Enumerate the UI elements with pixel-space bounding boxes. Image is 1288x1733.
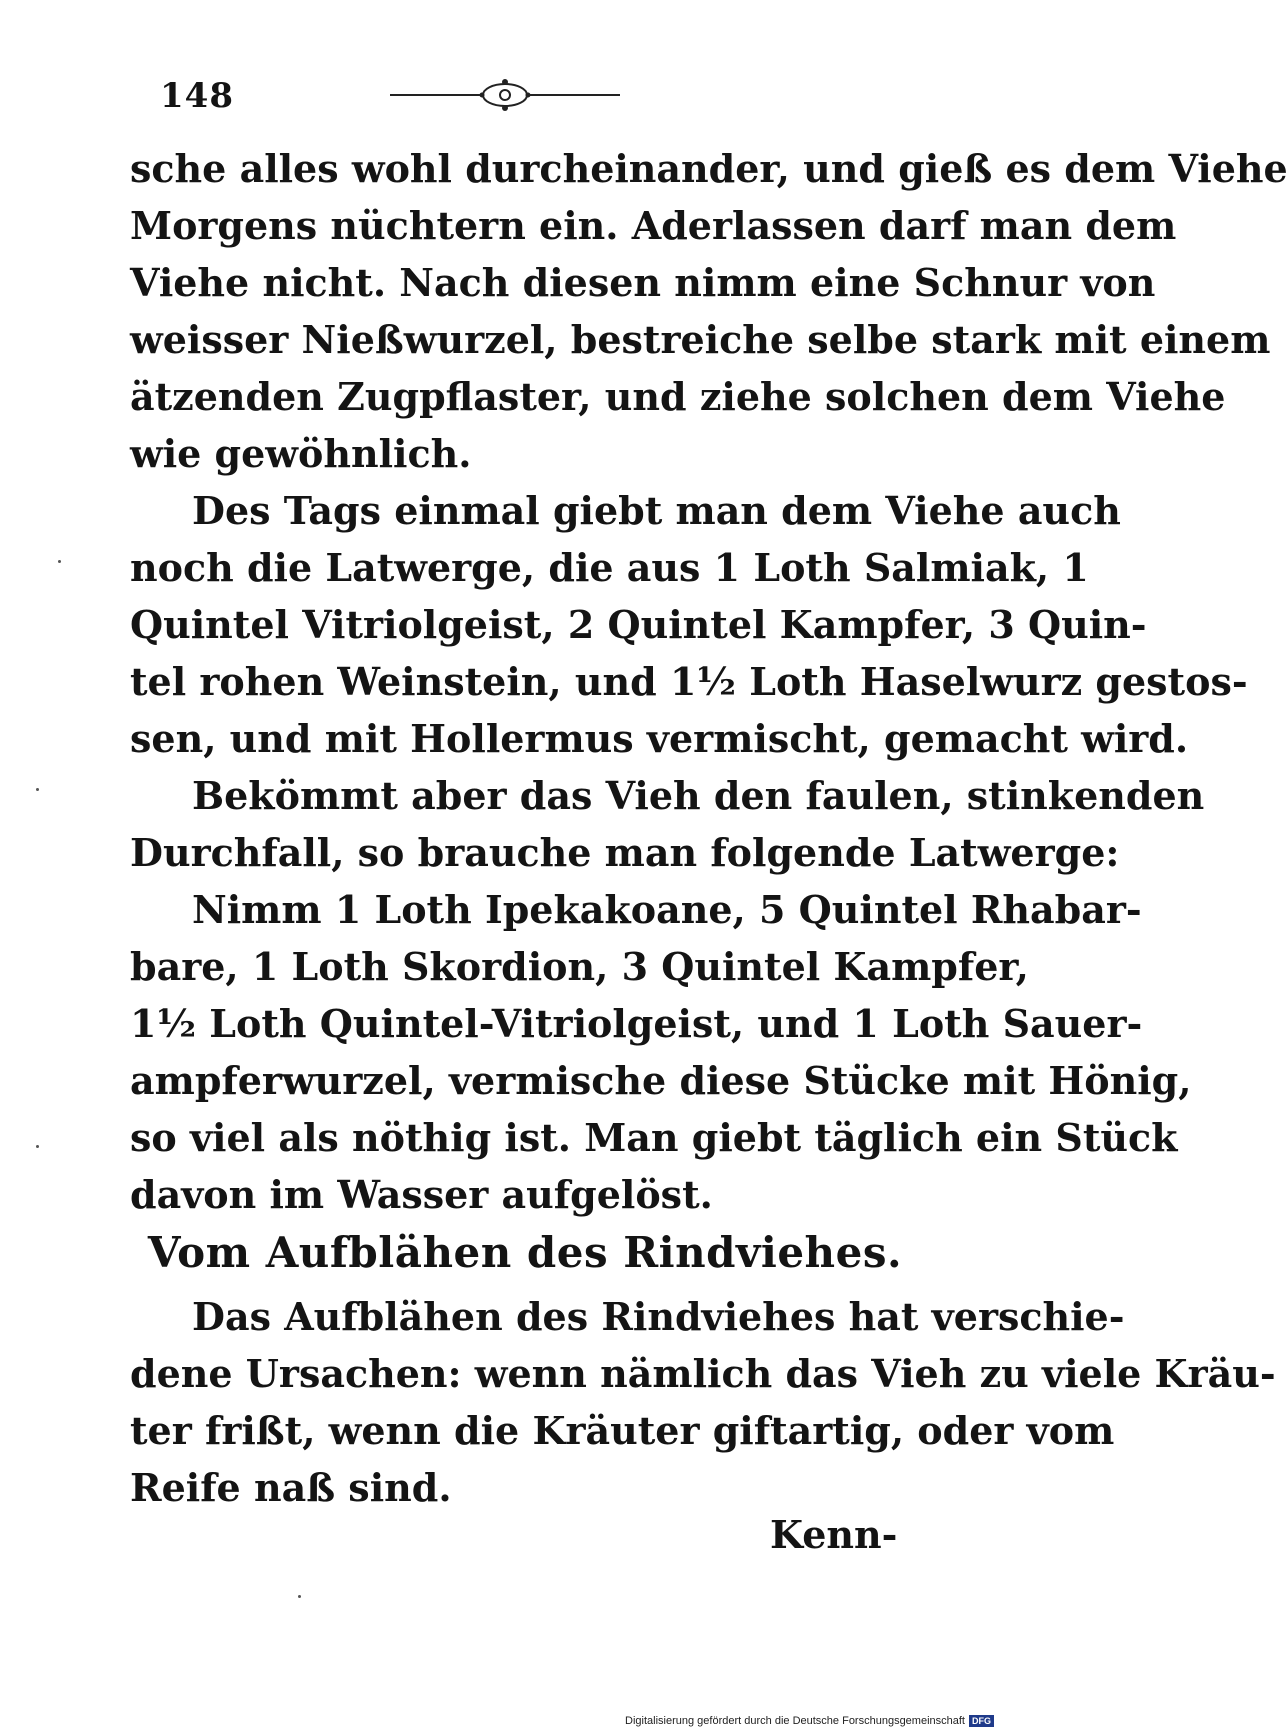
paper-speck <box>36 788 39 791</box>
dfg-logo: DFG <box>969 1715 994 1727</box>
text-line: Nimm 1 Loth Ipekakoane, 5 Quintel Rhabar- <box>192 887 1142 932</box>
text-line: so viel als nöthig ist. Man giebt täglich ein Stück <box>130 1115 1178 1160</box>
paragraph-2 <box>130 482 1248 767</box>
text-line: sen, und mit Hollermus vermischt, gemacht wird. <box>130 716 1189 761</box>
funding-credit: Digitalisierung gefördert durch die Deutsche Forschungsgemeinschaft <box>625 1715 965 1727</box>
text-line: ter frißt, wenn die Kräuter giftartig, oder vom <box>130 1408 1115 1453</box>
text-line: noch die Latwerge, die aus 1 Loth Salmiak, 1 <box>130 545 1089 590</box>
section-heading: Vom Aufblähen des Rindviehes. <box>147 1228 903 1277</box>
text-line: Durchfall, so brauche man folgende Latwerge: <box>130 830 1120 875</box>
main-text <box>130 140 1288 1223</box>
text-line: wie gewöhnlich. <box>130 431 472 476</box>
text-line: tel rohen Weinstein, und 1½ Loth Haselwurz gestos- <box>130 659 1248 704</box>
page-header <box>140 70 920 120</box>
text-line: Des Tags einmal giebt man dem Viehe auch <box>192 488 1121 533</box>
text-line: sche alles wohl durcheinander, und gieß es dem Viehe <box>130 146 1288 191</box>
text-line: Bekömmt aber das Vieh den faulen, stinkenden <box>192 773 1205 818</box>
catchword: Kenn- <box>770 1512 898 1557</box>
page-number: 148 <box>160 76 234 116</box>
paragraph-4 <box>130 881 1192 1223</box>
text-line: Quintel Vitriolgeist, 2 Quintel Kampfer, 3 Quin- <box>130 602 1147 647</box>
text-line: ätzenden Zugpflaster, und ziehe solchen dem Viehe <box>130 374 1226 419</box>
paper-speck <box>58 560 61 563</box>
paper-speck <box>298 1595 301 1598</box>
printer-ornament-icon <box>390 78 620 112</box>
text-line: Das Aufblähen des Rindviehes hat verschie- <box>192 1294 1125 1339</box>
digitization-footer <box>625 1715 994 1727</box>
text-line: bare, 1 Loth Skordion, 3 Quintel Kampfer, <box>130 944 1029 989</box>
text-line: Reife naß sind. <box>130 1465 452 1510</box>
paragraph-1 <box>130 140 1288 482</box>
text-line: ampferwurzel, vermische diese Stücke mit Hönig, <box>130 1058 1192 1103</box>
section-paragraph <box>130 1288 1276 1516</box>
text-line: Viehe nicht. Nach diesen nimm eine Schnur von <box>130 260 1156 305</box>
text-line: Morgens nüchtern ein. Aderlassen darf man dem <box>130 203 1177 248</box>
text-line: weisser Nießwurzel, bestreiche selbe stark mit einem <box>130 317 1271 362</box>
text-line: 1½ Loth Quintel-Vitriolgeist, und 1 Loth Sauer- <box>130 1001 1143 1046</box>
paper-speck <box>36 1145 39 1148</box>
text-line: dene Ursachen: wenn nämlich das Vieh zu viele Kräu- <box>130 1351 1276 1396</box>
text-line: davon im Wasser aufgelöst. <box>130 1172 713 1217</box>
paragraph-3 <box>130 767 1205 881</box>
